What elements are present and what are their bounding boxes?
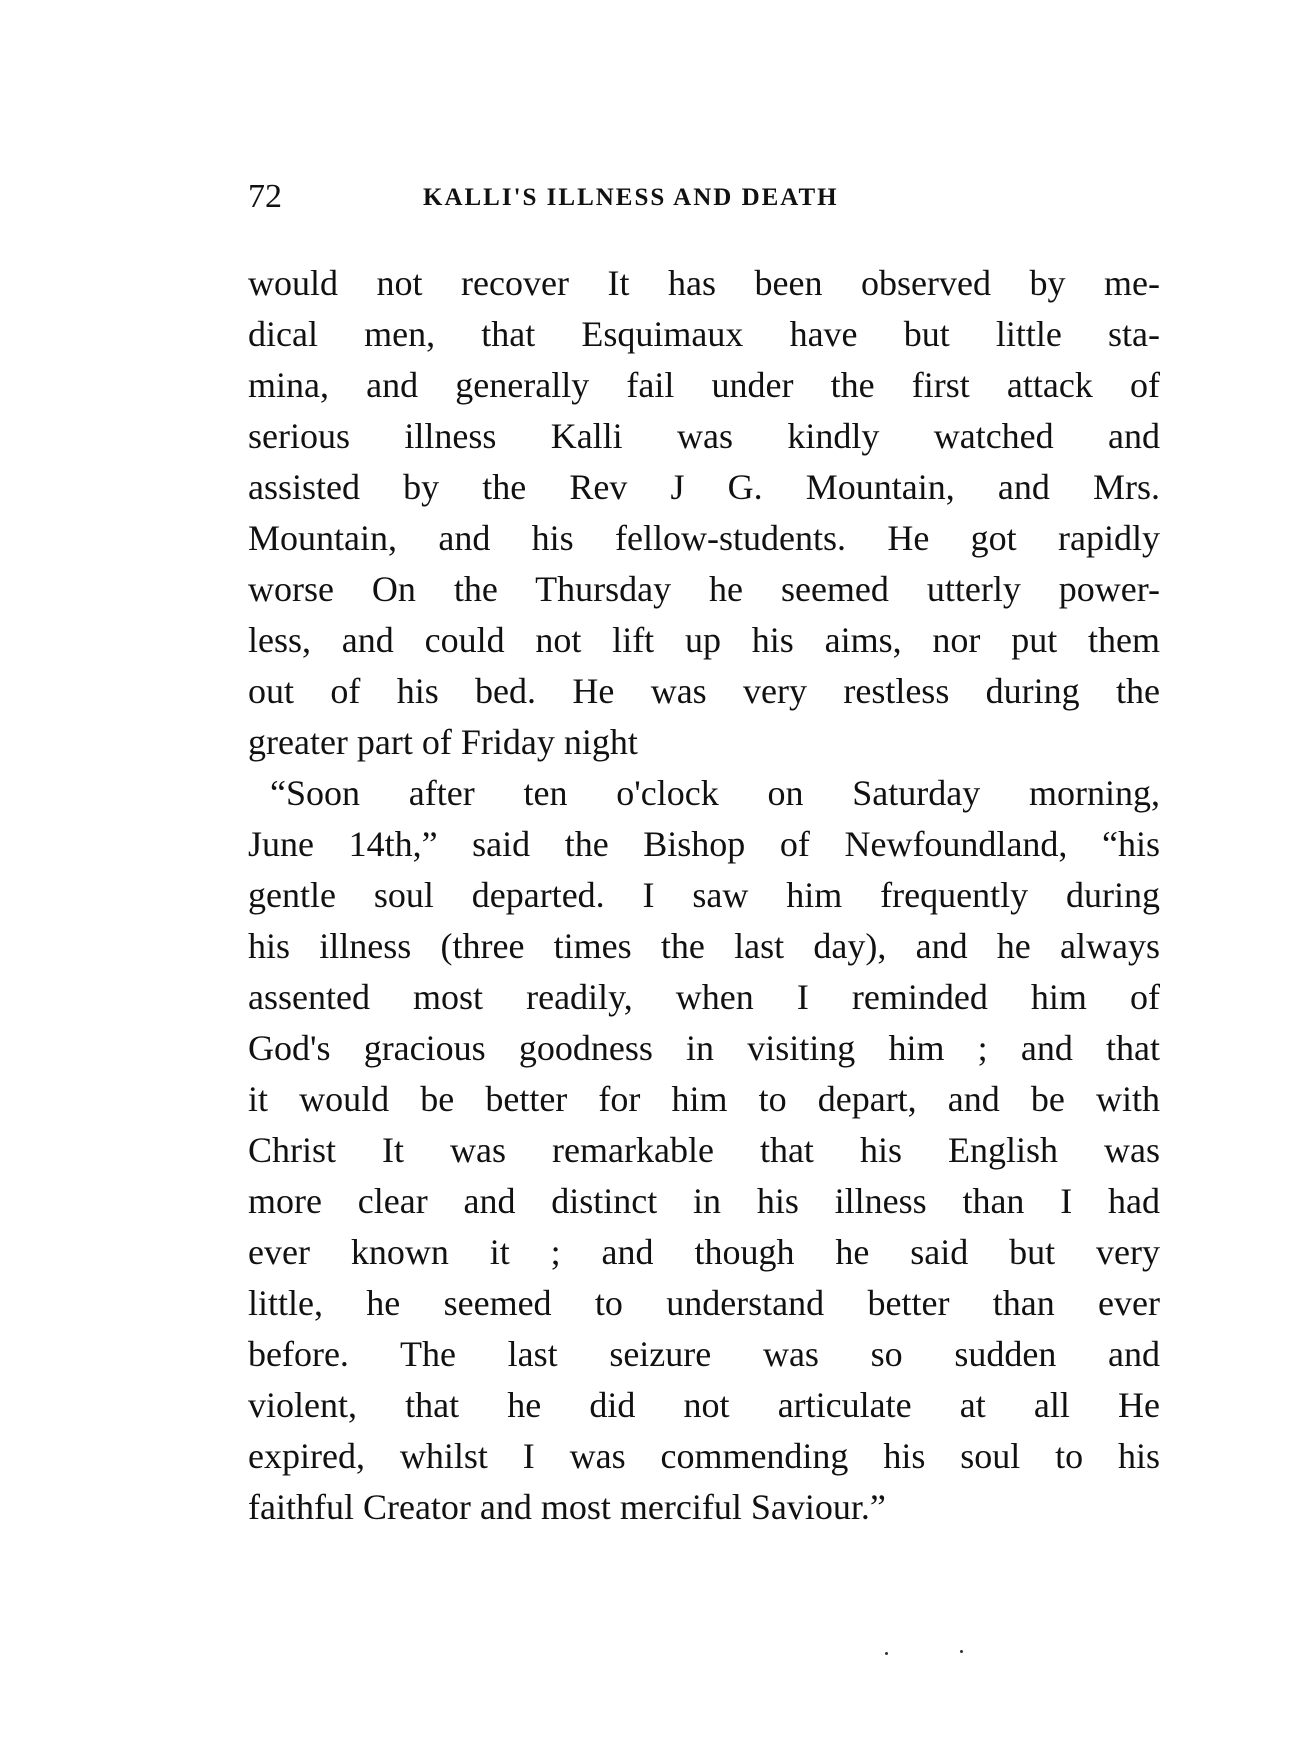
- text-line: his illness (three times the last day), and he always: [248, 926, 1160, 966]
- text-line: little, he seemed to understand better than ever: [248, 1283, 1160, 1323]
- text-line: before. The last seizure was so sudden and: [248, 1334, 1160, 1374]
- text-line: less, and could not lift up his aims, nor put them: [248, 620, 1160, 660]
- page-header: [248, 178, 1160, 218]
- body-text: [248, 258, 1160, 1533]
- text-line: Christ It was remarkable that his English was: [248, 1130, 1160, 1170]
- text-line: mina, and generally fail under the first attack of: [248, 365, 1160, 405]
- text-line: would not recover It has been observed by me-: [248, 263, 1160, 303]
- text-line: faithful Creator and most merciful Saviour.”: [248, 1487, 886, 1527]
- text-line: violent, that he did not articulate at all He: [248, 1385, 1160, 1425]
- text-line: God's gracious goodness in visiting him ; and that: [248, 1028, 1160, 1068]
- scan-speck: [885, 1652, 888, 1655]
- text-line: Mountain, and his fellow-students. He got rapidly: [248, 518, 1160, 558]
- text-line: June 14th,” said the Bishop of Newfoundland, “his: [248, 824, 1160, 864]
- scan-speck: [960, 1650, 963, 1653]
- text-line: expired, whilst I was commending his soul to his: [248, 1436, 1160, 1476]
- text-line: gentle soul departed. I saw him frequently during: [248, 875, 1160, 915]
- text-line: assented most readily, when I reminded him of: [248, 977, 1160, 1017]
- text-line: greater part of Friday night: [248, 722, 638, 762]
- text-line: out of his bed. He was very restless during the: [248, 671, 1160, 711]
- running-title: KALLI'S ILLNESS AND DEATH: [423, 184, 839, 211]
- page-number: 72: [248, 178, 282, 215]
- text-line: ever known it ; and though he said but very: [248, 1232, 1160, 1272]
- text-line: dical men, that Esquimaux have but little sta-: [248, 314, 1160, 354]
- text-line: serious illness Kalli was kindly watched and: [248, 416, 1160, 456]
- text-line: worse On the Thursday he seemed utterly power-: [248, 569, 1160, 609]
- text-line: it would be better for him to depart, and be with: [248, 1079, 1160, 1119]
- text-line: assisted by the Rev J G. Mountain, and Mrs.: [248, 467, 1160, 507]
- text-line: more clear and distinct in his illness than I had: [248, 1181, 1160, 1221]
- text-line: “Soon after ten o'clock on Saturday morning,: [270, 773, 1160, 813]
